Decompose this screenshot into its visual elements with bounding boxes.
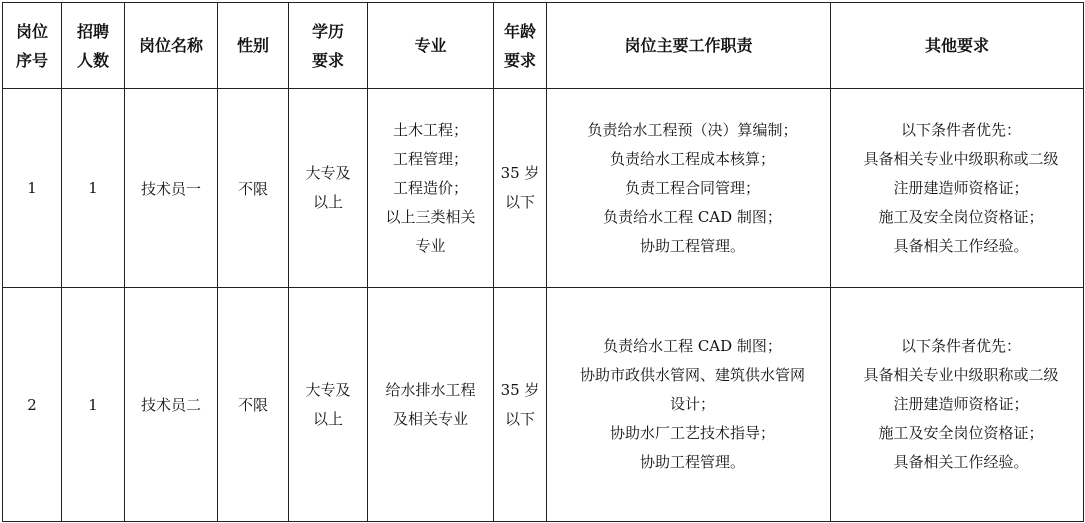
- cell-major: 土木工程； 工程管理； 工程造价； 以上三类相关 专业: [368, 89, 494, 288]
- header-age: 年龄 要求: [494, 3, 547, 89]
- recruitment-table: [2, 2, 1084, 522]
- cell-age: 35 岁 以下: [494, 89, 547, 288]
- cell-other: 以下条件者优先： 具备相关专业中级职称或二级 注册建造师资格证； 施工及安全岗位资格证； 具备相关工作经验。: [831, 89, 1084, 288]
- cell-edu: 大专及 以上: [289, 288, 368, 522]
- cell-name: 技术员二: [125, 288, 218, 522]
- table-row: [3, 89, 1084, 288]
- header-count: 招聘 人数: [62, 3, 125, 89]
- cell-count: 1: [62, 288, 125, 522]
- header-gender: 性别: [218, 3, 289, 89]
- cell-edu: 大专及 以上: [289, 89, 368, 288]
- cell-gender: 不限: [218, 288, 289, 522]
- cell-seq: 2: [3, 288, 62, 522]
- cell-duties: 负责给水工程预（决）算编制； 负责给水工程成本核算； 负责工程合同管理； 负责给水工程 CAD 制图； 协助工程管理。: [547, 89, 831, 288]
- header-other: 其他要求: [831, 3, 1084, 89]
- cell-name: 技术员一: [125, 89, 218, 288]
- cell-gender: 不限: [218, 89, 289, 288]
- cell-count: 1: [62, 89, 125, 288]
- table-row: [3, 288, 1084, 522]
- cell-seq: 1: [3, 89, 62, 288]
- cell-age: 35 岁 以下: [494, 288, 547, 522]
- cell-major: 给水排水工程 及相关专业: [368, 288, 494, 522]
- header-seq: 岗位 序号: [3, 3, 62, 89]
- header-row: [3, 3, 1084, 89]
- cell-other: 以下条件者优先： 具备相关专业中级职称或二级 注册建造师资格证； 施工及安全岗位资格证； 具备相关工作经验。: [831, 288, 1084, 522]
- header-major: 专业: [368, 3, 494, 89]
- header-edu: 学历 要求: [289, 3, 368, 89]
- cell-duties: 负责给水工程 CAD 制图； 协助市政供水管网、建筑供水管网 设计； 协助水厂工艺技术指导； 协助工程管理。: [547, 288, 831, 522]
- header-name: 岗位名称: [125, 3, 218, 89]
- header-duties: 岗位主要工作职责: [547, 3, 831, 89]
